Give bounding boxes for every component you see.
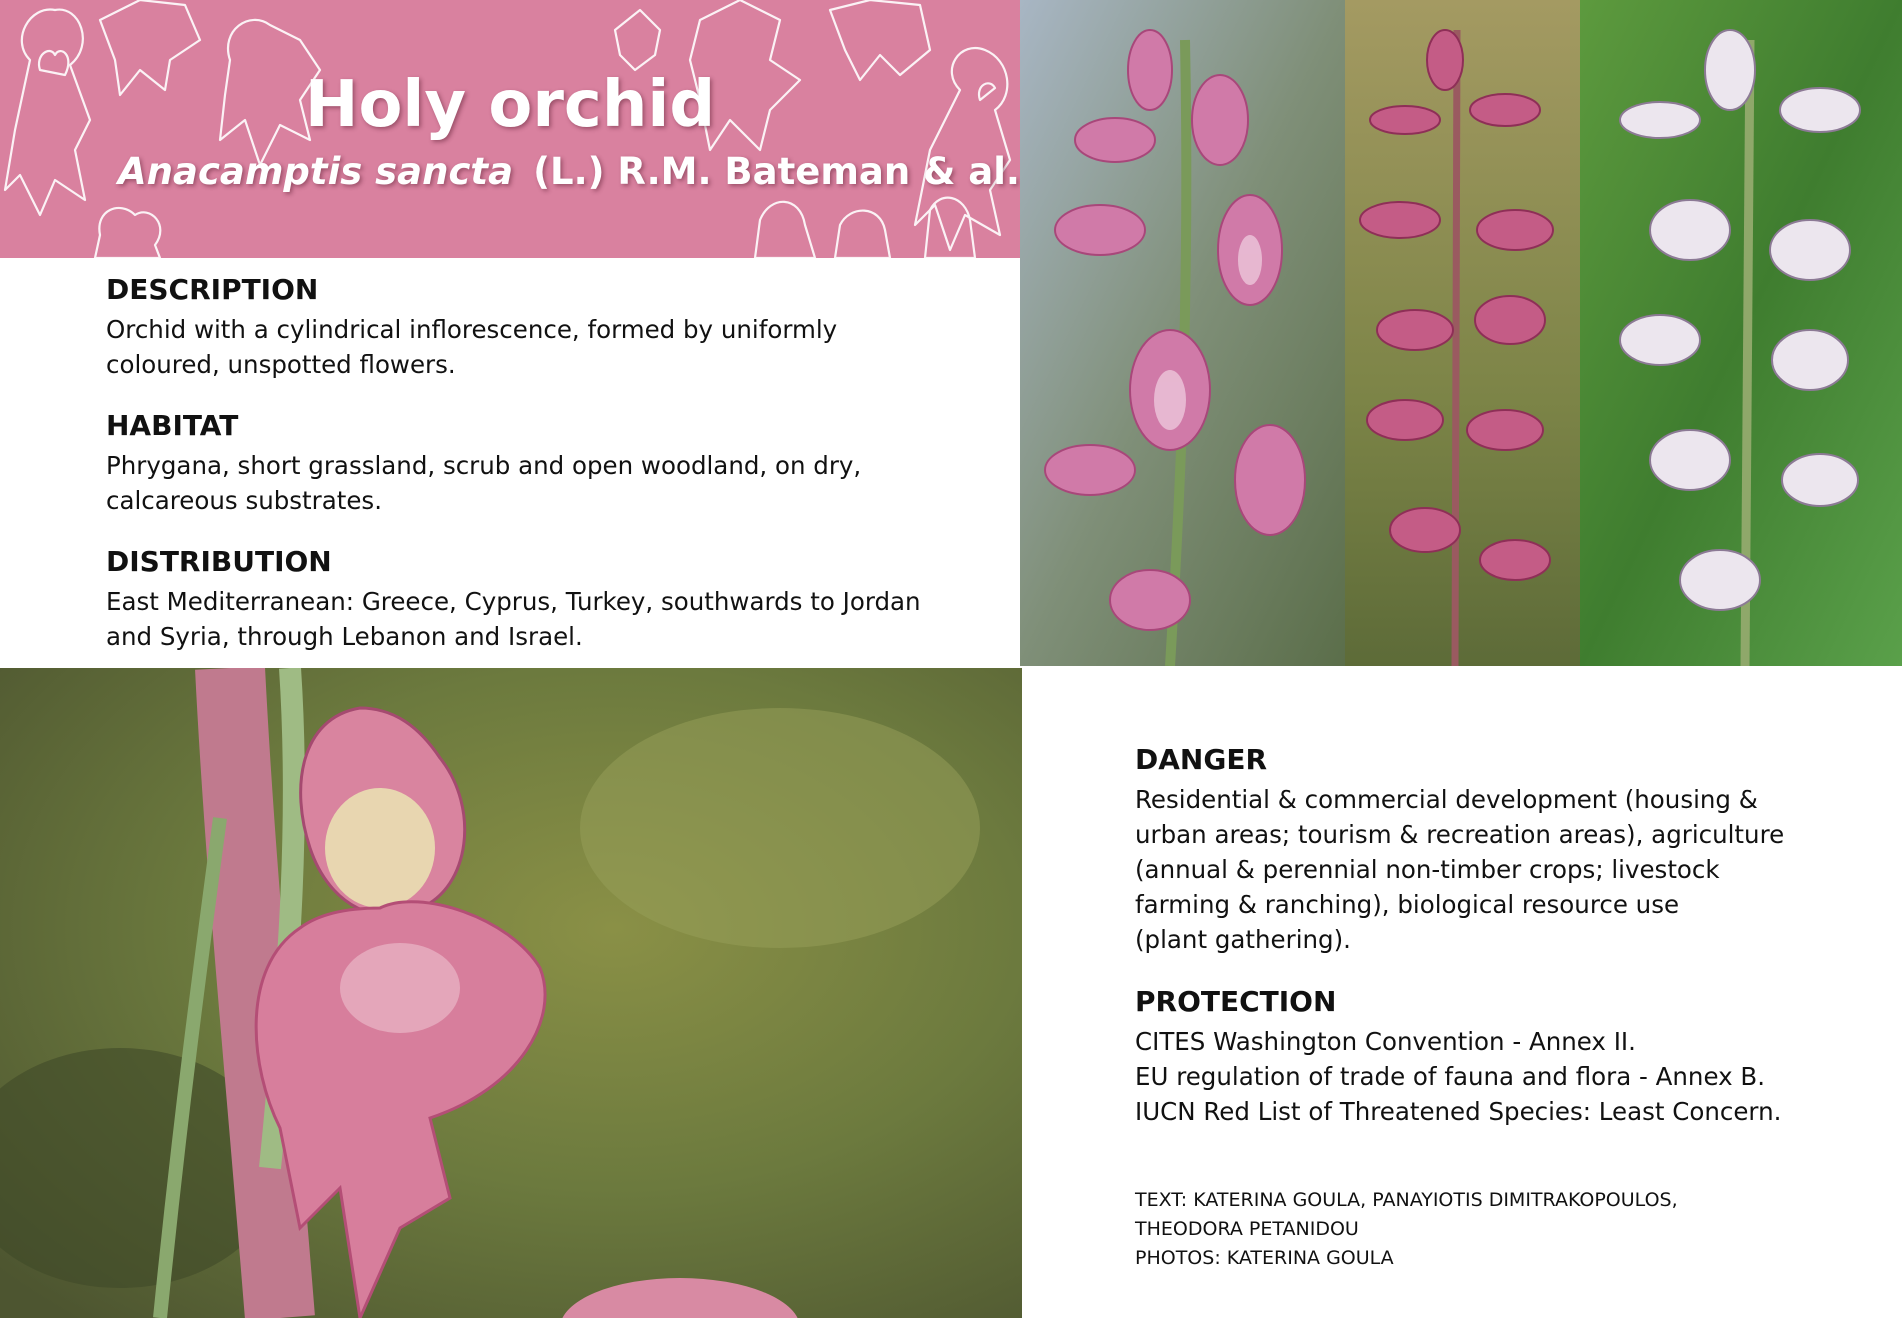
distribution-line: and Syria, through Lebanon and Israel. [106, 622, 583, 651]
credits [1135, 1186, 1875, 1273]
credits-line: TEXT: KATERINA GOULA, PANAYIOTIS DIMITRAKOPOULOS, [1135, 1189, 1678, 1211]
danger-heading: DANGER [1135, 743, 1268, 776]
distribution-text [106, 584, 1006, 654]
protection-line: CITES Washington Convention - Annex II. [1135, 1027, 1636, 1056]
credits-line: THEODORA PETANIDOU [1135, 1218, 1359, 1240]
credits-line: PHOTOS: KATERINA GOULA [1135, 1247, 1394, 1269]
page-title: Holy orchid [304, 68, 716, 142]
protection-line: EU regulation of trade of fauna and flora - Annex B. [1135, 1062, 1765, 1091]
distribution-heading: DISTRIBUTION [106, 545, 332, 578]
taxon-authority: (L.) R.M. Bateman & al. [533, 150, 1020, 193]
scientific-name-line [118, 150, 1020, 193]
description-line: coloured, unspotted flowers. [106, 350, 456, 379]
orchid-photo-white-spike [1580, 0, 1902, 666]
danger-line: Residential & commercial development (housing & [1135, 785, 1758, 814]
habitat-line: Phrygana, short grassland, scrub and open woodland, on dry, [106, 451, 862, 480]
danger-line: (annual & perennial non-timber crops; livestock [1135, 855, 1720, 884]
header-banner [0, 0, 1020, 258]
protection-line: IUCN Red List of Threatened Species: Least Concern. [1135, 1097, 1782, 1126]
distribution-section [106, 544, 1006, 654]
protection-section [1135, 984, 1875, 1129]
danger-text [1135, 782, 1875, 957]
orchid-photo-dark-pink-spike [1345, 0, 1580, 666]
habitat-line: calcareous substrates. [106, 486, 382, 515]
orchid-photo-pink-spike [1020, 0, 1345, 666]
protection-heading: PROTECTION [1135, 985, 1337, 1018]
habitat-heading: HABITAT [106, 409, 239, 442]
habitat-section [106, 408, 1006, 518]
danger-line: urban areas; tourism & recreation areas), agriculture [1135, 820, 1785, 849]
danger-section [1135, 742, 1875, 957]
habitat-text [106, 448, 1006, 518]
danger-line: farming & ranching), biological resource use [1135, 890, 1680, 919]
distribution-line: East Mediterranean: Greece, Cyprus, Turkey, southwards to Jordan [106, 587, 921, 616]
description-heading: DESCRIPTION [106, 273, 319, 306]
description-text [106, 312, 1006, 382]
description-section [106, 272, 1006, 382]
orchid-image [1345, 0, 1580, 666]
scientific-name: Anacamptis sancta [118, 150, 514, 193]
description-line: Orchid with a cylindrical inflorescence, formed by uniformly [106, 315, 838, 344]
orchid-image [1580, 0, 1902, 666]
danger-line: (plant gathering). [1135, 925, 1351, 954]
orchid-image [1020, 0, 1345, 666]
orchid-photo-closeup [0, 668, 1022, 1318]
orchid-image [0, 668, 1022, 1318]
protection-text [1135, 1024, 1875, 1129]
